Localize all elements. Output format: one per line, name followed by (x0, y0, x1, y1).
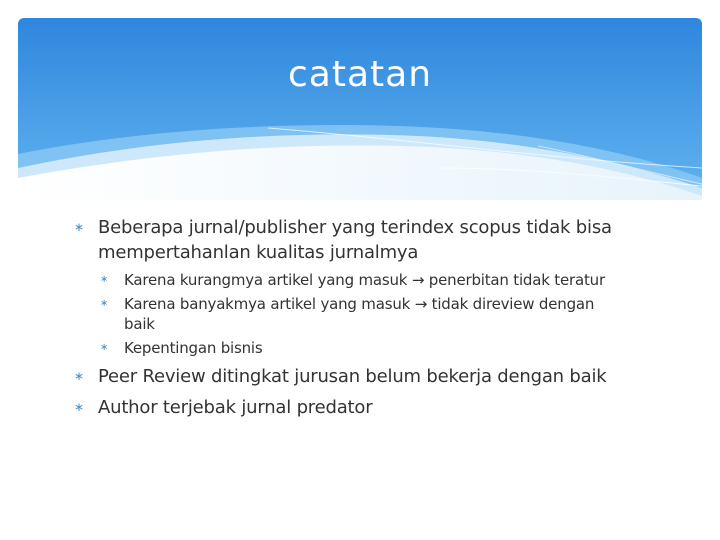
asterisk-bullet-icon: ∗ (100, 298, 109, 309)
bullet-text: Peer Review ditingkat jurusan belum bekerja dengan baik (98, 366, 607, 387)
bullet-item (74, 395, 664, 420)
sub-bullet-item (100, 338, 624, 358)
asterisk-bullet-icon: ∗ (74, 220, 84, 234)
arrow-right-icon: → (414, 295, 428, 313)
sub-bullet-text: Karena kurangmya artikel yang masuk (124, 271, 412, 289)
banner-wave-graphic (18, 18, 702, 200)
sub-bullet-list (98, 270, 664, 358)
bullet-list (74, 215, 664, 420)
bullet-text: Author terjebak jurnal predator (98, 397, 373, 418)
slide-title: catatan (287, 54, 433, 95)
bullet-text: Beberapa jurnal/publisher yang terindex scopus tidak bisa mempertahanlan kualitas jurnalmya (98, 217, 612, 263)
arrow-right-icon: → (411, 271, 425, 289)
sub-bullet-text: Karena banyakmya artikel yang masuk (124, 295, 415, 313)
asterisk-bullet-icon: ∗ (74, 400, 84, 414)
sub-bullet-item (100, 270, 624, 290)
bullet-item (74, 364, 664, 389)
sub-bullet-text: Kepentingan bisnis (124, 339, 263, 357)
asterisk-bullet-icon: ∗ (100, 342, 109, 353)
title-banner (18, 18, 702, 200)
bullet-content (74, 215, 664, 426)
sub-bullet-text: tidak direview dengan baik (124, 295, 595, 333)
bullet-item (74, 215, 664, 358)
sub-bullet-item (100, 294, 624, 334)
asterisk-bullet-icon: ∗ (100, 274, 109, 285)
sub-bullet-text: penerbitan tidak teratur (424, 271, 605, 289)
asterisk-bullet-icon: ∗ (74, 369, 84, 383)
